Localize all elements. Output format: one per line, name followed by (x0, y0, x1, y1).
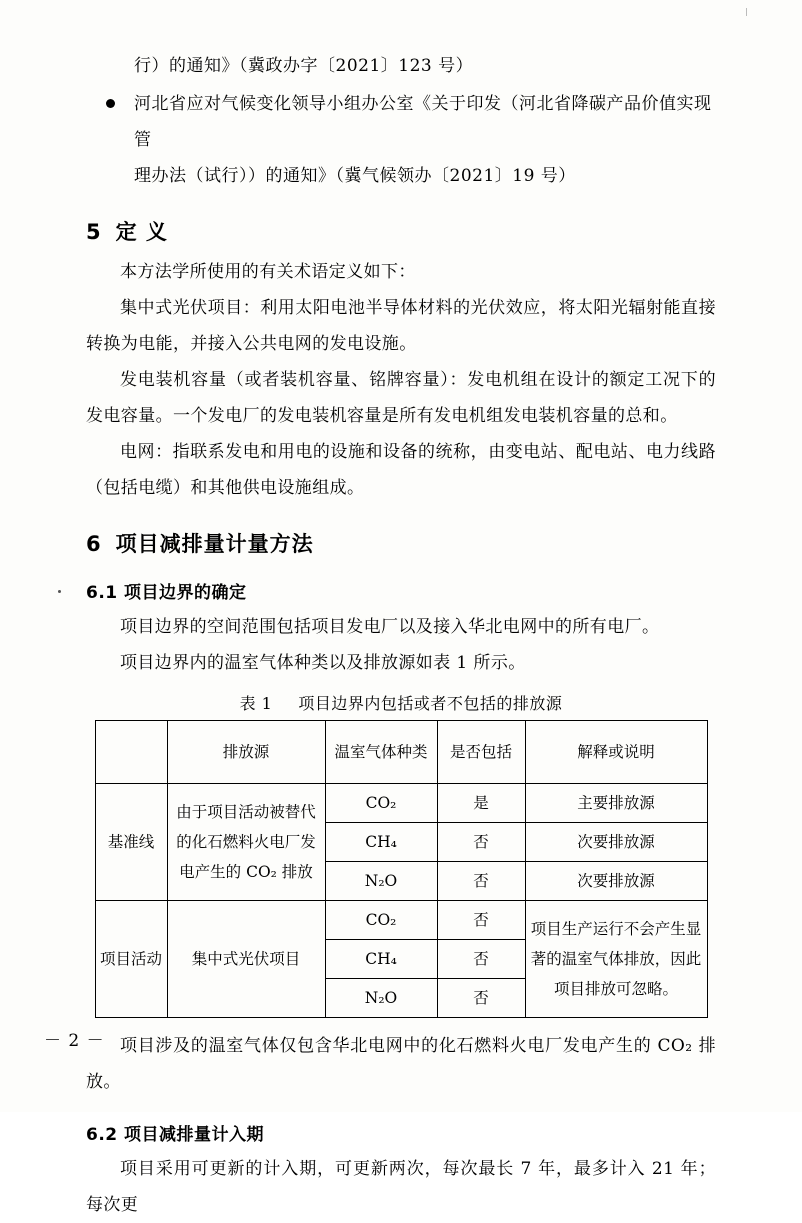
cell-note: 次要排放源 (525, 823, 707, 862)
table-header-source: 排放源 (167, 721, 325, 784)
table-header-blank (95, 721, 167, 784)
subsection-title-6-2: 项目减排量计入期 (124, 1125, 265, 1145)
page-content (86, 48, 716, 1223)
cell-included: 否 (437, 862, 525, 901)
margin-dot (58, 590, 61, 593)
cell-included: 否 (437, 901, 525, 940)
table-header-note: 解释或说明 (525, 721, 707, 784)
table-row (95, 784, 707, 823)
bullet-dot-icon (106, 99, 115, 108)
paragraph-definition-pv: 集中式光伏项目：利用太阳电池半导体材料的光伏效应，将太阳光辐射能直接转换为电能，并接入公共电网的发电设施。 (86, 298, 716, 354)
cell-included: 否 (437, 940, 525, 979)
table-caption (86, 691, 716, 714)
cell-gas: CH₄ (325, 940, 437, 979)
cell-gas: CH₄ (325, 823, 437, 862)
paragraph: 本方法学所使用的有关术语定义如下： (120, 262, 416, 282)
paragraph-definition-grid: 电网：指联系发电和用电的设施和设备的统称，由变电站、配电站、电力线路（包括电缆）和其他供电设施组成。 (86, 442, 716, 498)
section-title-6: 项目减排量计量方法 (115, 532, 314, 556)
list-item (86, 86, 716, 194)
cell-note-merged: 项目生产运行不会产生显著的温室气体排放，因此项目排放可忽略。 (525, 901, 707, 1018)
section-number-5: 5 (86, 220, 102, 244)
table-row (95, 901, 707, 940)
list-item-line2: 理办法（试行））的通知》（冀气候领办〔2021〕19 号） (134, 166, 576, 186)
table-caption-text: 项目边界内包括或者不包括的排放源 (298, 694, 563, 713)
subsection-title-6-1: 项目边界的确定 (124, 583, 247, 603)
cell-gas: N₂O (325, 862, 437, 901)
table-caption-label: 表 1 (239, 694, 273, 713)
table-header-row (95, 721, 707, 784)
table-header-included: 是否包括 (437, 721, 525, 784)
section-heading-6 (86, 528, 716, 558)
cell-gas: CO₂ (325, 901, 437, 940)
cell-included: 是 (437, 784, 525, 823)
list-item-line1: 河北省应对气候变化领导小组办公室《关于印发（河北省降碳产品价值实现管 (134, 94, 712, 150)
section-number-6: 6 (86, 532, 102, 556)
section-title-5: 定 义 (115, 220, 168, 244)
crop-mark (746, 8, 747, 16)
table-header-gas: 温室气体种类 (325, 721, 437, 784)
cell-note: 次要排放源 (525, 862, 707, 901)
paragraph: 项目采用可更新的计入期，可更新两次，每次最长 7 年，最多计入 21 年；每次更 (86, 1159, 716, 1215)
group-label-baseline: 基准线 (95, 784, 167, 901)
paragraph: 项目边界内的温室气体种类以及排放源如表 1 所示。 (120, 653, 526, 673)
cell-included: 否 (437, 823, 525, 862)
cell-included: 否 (437, 979, 525, 1018)
subsection-number-6-2: 6.2 (86, 1125, 118, 1145)
paragraph-definition-capacity: 发电装机容量（或者装机容量、铭牌容量）：发电机组在设计的额定工况下的发电容量。一个发电厂的发电装机容量是所有发电机组发电装机容量的总和。 (86, 370, 716, 426)
group-source-baseline: 由于项目活动被替代的化石燃料火电厂发电产生的 CO₂ 排放 (167, 784, 325, 901)
paragraph: 项目边界的空间范围包括项目发电厂以及接入华北电网中的所有电厂。 (120, 617, 660, 637)
cell-gas: CO₂ (325, 784, 437, 823)
emission-sources-table (95, 720, 708, 1018)
section-heading-5 (86, 216, 716, 246)
paragraph-after-table: 项目涉及的温室气体仅包含华北电网中的化石燃料火电厂发电产生的 CO₂ 排放。 (86, 1036, 716, 1092)
group-label-project: 项目活动 (95, 901, 167, 1018)
subsection-heading-6-2 (86, 1120, 716, 1145)
cell-gas: N₂O (325, 979, 437, 1018)
subsection-heading-6-1 (86, 578, 716, 603)
page-number: － 2 － (44, 1031, 105, 1051)
cell-note: 主要排放源 (525, 784, 707, 823)
subsection-number-6-1: 6.1 (86, 583, 118, 603)
group-source-project: 集中式光伏项目 (167, 901, 325, 1018)
continuation-line: 行）的通知》（冀政办字〔2021〕123 号） (134, 56, 474, 76)
